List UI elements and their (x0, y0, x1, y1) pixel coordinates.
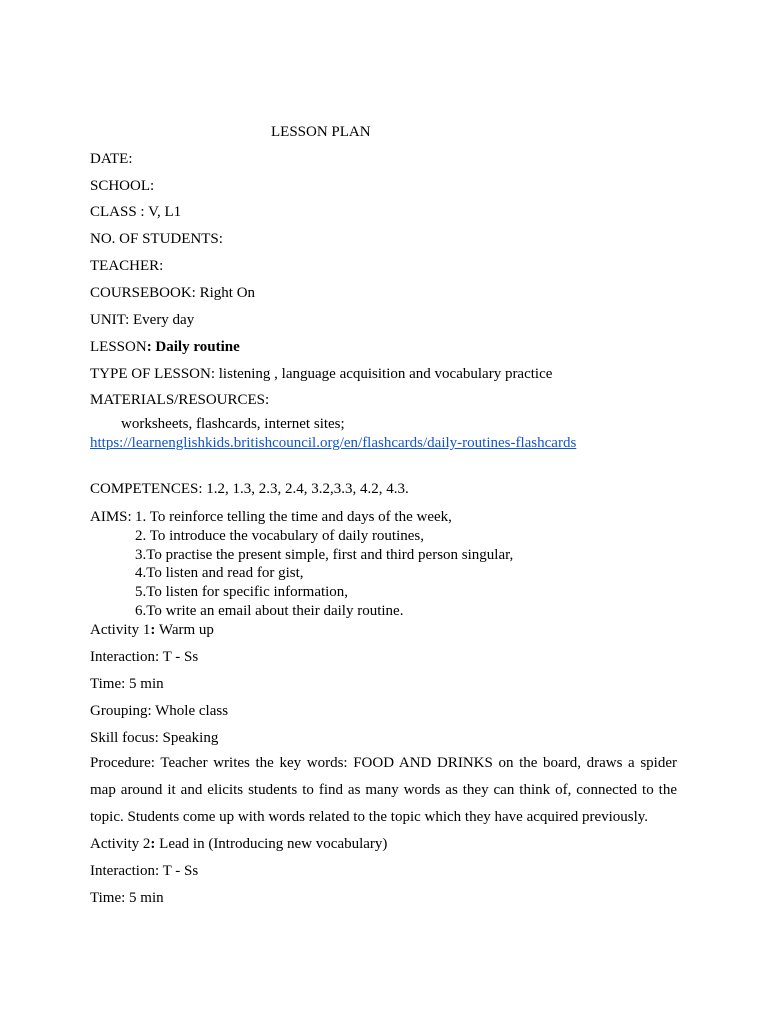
activity-1-skill: Skill focus: Speaking (90, 730, 219, 746)
activity-2-interaction: Interaction: T - Ss (90, 863, 199, 879)
materials-value: worksheets, flashcards, internet sites; (121, 416, 345, 432)
activity-2-colon: : (150, 836, 156, 852)
activity-2-label: Activity 2 (90, 836, 151, 852)
aim-item: 5.To listen for specific information, (135, 584, 349, 600)
activity-1-interaction: Interaction: T - Ss (90, 649, 199, 665)
aim-item: 4.To listen and read for gist, (135, 565, 304, 581)
lesson-value: : Daily routine (146, 339, 240, 355)
page-title: LESSON PLAN (271, 124, 371, 140)
activity-1-procedure: Procedure: Teacher writes the key words: FOOD AND DRINKS on the board, draws a spider map around it and elicits students to find as many words as they can think of, connected to the topic. Students come up with words related to the topic which they have acquired previously. (90, 755, 677, 825)
lesson-label: LESSON (90, 339, 147, 355)
activity-2-name: Lead in (Introducing new vocabulary) (155, 836, 388, 852)
activity-2-time: Time: 5 min (90, 890, 164, 906)
materials-label: MATERIALS/RESOURCES: (90, 392, 270, 408)
aim-item: 6.To write an email about their daily routine. (135, 603, 404, 619)
activity-1-name: Warm up (155, 622, 214, 638)
activity-1-time: Time: 5 min (90, 676, 164, 692)
teacher-field: TEACHER: (90, 258, 164, 274)
aim-item: 3.To practise the present simple, first and third person singular, (135, 547, 514, 563)
aim-item: 2. To introduce the vocabulary of daily routines, (135, 528, 425, 544)
school-field: SCHOOL: (90, 178, 155, 194)
unit-field: UNIT: Every day (90, 312, 195, 328)
lesson-field (90, 338, 240, 356)
activity-1-title (90, 621, 214, 639)
aims-label: AIMS: (90, 509, 132, 525)
lesson-type-field: TYPE OF LESSON: listening , language acquisition and vocabulary practice (90, 366, 553, 382)
activity-1-label: Activity 1 (90, 622, 151, 638)
competences-field: COMPETENCES: 1.2, 1.3, 2.3, 2.4, 3.2,3.3, 4.2, 4.3. (90, 481, 409, 497)
activity-1-colon: : (150, 622, 156, 638)
materials-link[interactable]: https://learnenglishkids.britishcouncil.org/en/flashcards/daily-routines-flashcards (90, 435, 577, 451)
date-field: DATE: (90, 151, 133, 167)
coursebook-field: COURSEBOOK: Right On (90, 285, 256, 301)
materials-link-line (90, 434, 576, 452)
students-field: NO. OF STUDENTS: (90, 231, 223, 247)
class-field: CLASS : V, L1 (90, 204, 182, 220)
activity-2-title (90, 835, 387, 853)
activity-1-grouping: Grouping: Whole class (90, 703, 229, 719)
aim-item: 1. To reinforce telling the time and days of the week, (135, 509, 452, 525)
